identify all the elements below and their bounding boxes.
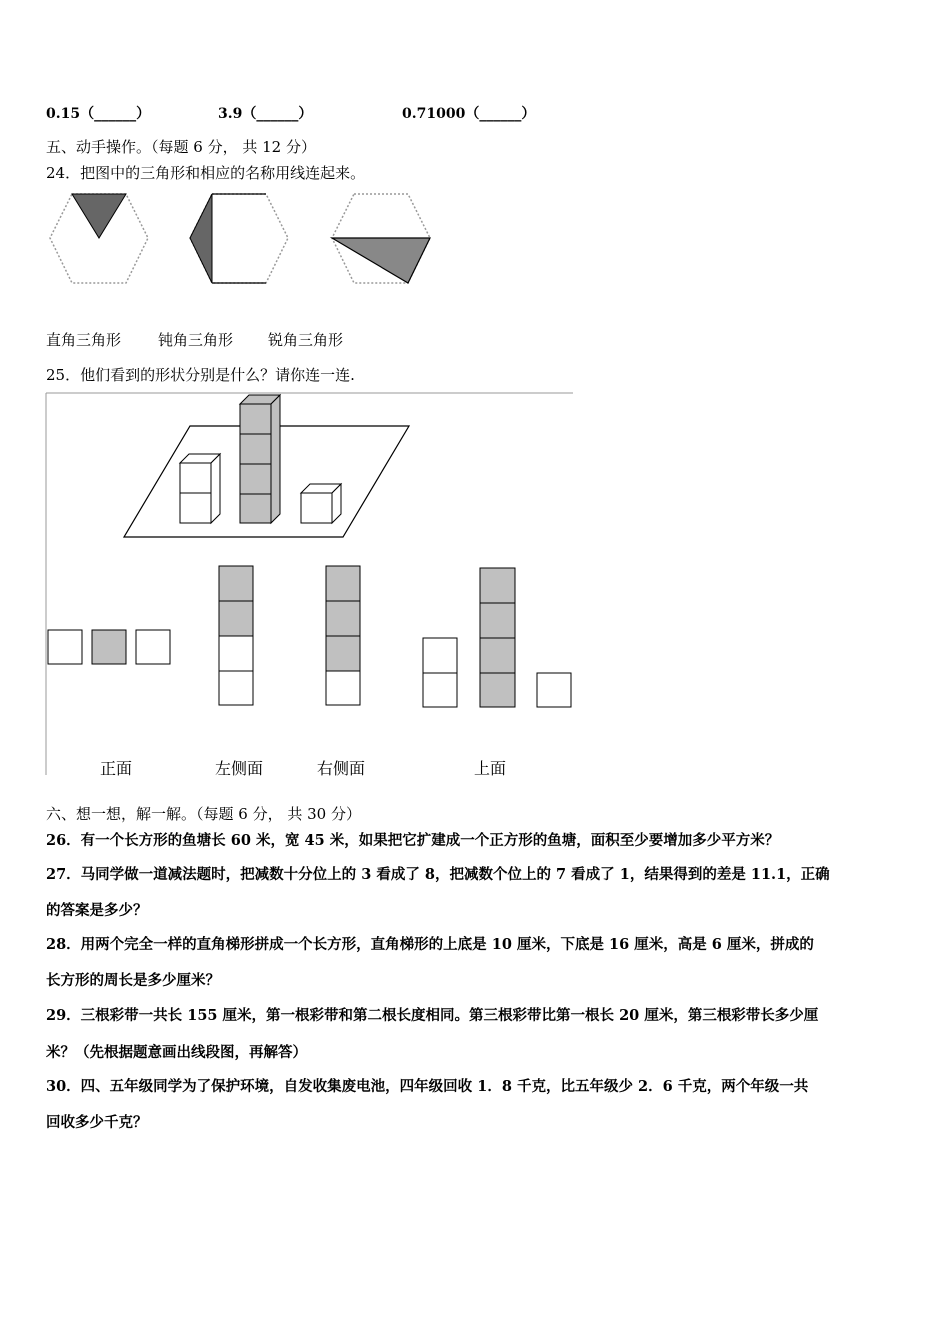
q30-line2: 回收多少千克？	[46, 1114, 148, 1131]
cube-stack-left	[180, 454, 220, 523]
q28-line1: 28．用两个完全一样的直角梯形拼成一个长方形，直角梯形的上底是 10 厘米，下底是 16 厘米，高是 6 厘米，拼成的	[46, 936, 814, 953]
q29-line2: 米？（先根据题意画出线段图，再解答）	[46, 1044, 307, 1061]
q24-text: 24．把图中的三角形和相应的名称用线连起来。	[46, 164, 366, 182]
view-label-front: 正面	[100, 759, 133, 778]
hexagon-acute-triangle	[332, 194, 430, 283]
rounding-item-3	[402, 103, 535, 123]
q24-hexagon-figures	[40, 188, 440, 288]
view-top[interactable]	[423, 568, 571, 707]
answer-blank[interactable]: （______）	[80, 106, 151, 122]
triangle-label-right[interactable]: 直角三角形	[46, 331, 122, 349]
q30-line1: 30．四、五年级同学为了保护环境，自发收集废电池，四年级回收 1．8 千克，比五年级少 2．6 千克，两个年级一共	[46, 1078, 809, 1095]
view-label-top: 上面	[474, 759, 507, 778]
rounding-number: 0.15	[46, 106, 81, 122]
q25-text: 25．他们看到的形状分别是什么？请你连一连.	[46, 366, 355, 384]
rounding-item-1	[46, 103, 150, 123]
rounding-number: 0.71000	[402, 106, 466, 122]
hexagon-right-triangle	[50, 194, 148, 283]
q27-line1: 27．马同学做一道减法题时，把减数十分位上的 3 看成了 8，把减数个位上的 7 看成了 1，结果得到的差是 11.1，正确	[46, 866, 830, 883]
triangle-label-acute[interactable]: 锐角三角形	[268, 331, 344, 349]
q29-line1: 29．三根彩带一共长 155 厘米，第一根彩带和第二根长度相同。第三根彩带比第一根长 20 厘米，第三根彩带长多少厘	[46, 1007, 819, 1024]
rounding-number: 3.9	[218, 106, 243, 122]
cube-stack-middle	[240, 395, 280, 523]
answer-blank[interactable]: （______）	[465, 106, 536, 122]
view-front[interactable]	[48, 630, 170, 664]
section5-heading: 五、动手操作。（每题 6 分， 共 12 分）	[46, 138, 316, 156]
view-right-side[interactable]	[326, 566, 360, 705]
cube-single-right	[301, 484, 341, 523]
q28-line2: 长方形的周长是多少厘米？	[46, 972, 220, 989]
q27-line2: 的答案是多少？	[46, 902, 148, 919]
q25-cube-figure	[45, 392, 575, 777]
answer-blank[interactable]: （______）	[242, 106, 313, 122]
hexagon-obtuse-triangle	[190, 194, 288, 283]
rounding-item-2	[218, 103, 312, 123]
q26-text: 26．有一个长方形的鱼塘长 60 米，宽 45 米，如果把它扩建成一个正方形的鱼塘，面积至少要增加多少平方米？	[46, 832, 780, 849]
view-label-left: 左侧面	[215, 759, 264, 778]
view-label-right: 右侧面	[317, 759, 366, 778]
view-left-side[interactable]	[219, 566, 253, 705]
triangle-label-obtuse[interactable]: 钝角三角形	[158, 331, 234, 349]
section6-heading: 六、想一想，解一解。（每题 6 分， 共 30 分）	[46, 805, 361, 823]
